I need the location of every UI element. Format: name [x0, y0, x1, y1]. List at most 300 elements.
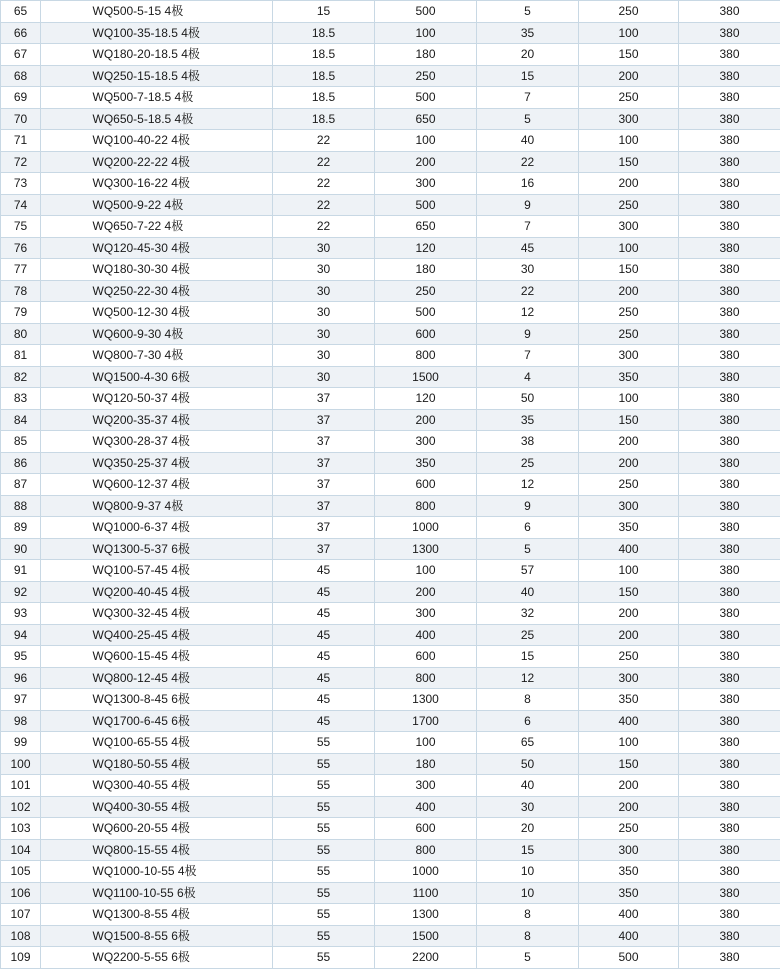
cell-value: 200 [579, 775, 679, 797]
model-text: WQ100-40-22 4极 [93, 130, 221, 150]
cell-value: 4 [477, 366, 579, 388]
cell-index: 91 [1, 560, 41, 582]
cell-value: 380 [679, 925, 780, 947]
cell-value: 500 [375, 1, 477, 23]
table-row [1, 323, 780, 345]
cell-value: 40 [477, 775, 579, 797]
cell-value: 45 [273, 603, 375, 625]
cell-value: 8 [477, 925, 579, 947]
cell-value: 15 [273, 1, 375, 23]
cell-value: 22 [273, 173, 375, 195]
cell-value: 100 [579, 130, 679, 152]
model-text: WQ400-30-55 4极 [93, 797, 221, 817]
table-row [1, 667, 780, 689]
cell-value: 150 [579, 409, 679, 431]
cell-value: 380 [679, 624, 780, 646]
cell-value: 380 [679, 861, 780, 883]
cell-value: 22 [477, 151, 579, 173]
cell-value: 45 [273, 646, 375, 668]
cell-value: 37 [273, 495, 375, 517]
cell-value: 380 [679, 44, 780, 66]
table-row [1, 495, 780, 517]
model-text: WQ1700-6-45 6极 [93, 711, 221, 731]
cell-value: 40 [477, 581, 579, 603]
cell-model [41, 882, 273, 904]
cell-value: 380 [679, 667, 780, 689]
cell-value: 380 [679, 818, 780, 840]
cell-value: 300 [579, 667, 679, 689]
model-text: WQ800-15-55 4极 [93, 840, 221, 860]
cell-value: 500 [375, 194, 477, 216]
cell-value: 300 [579, 345, 679, 367]
cell-value: 380 [679, 710, 780, 732]
cell-value: 300 [579, 216, 679, 238]
cell-value: 55 [273, 904, 375, 926]
model-text: WQ300-40-55 4极 [93, 775, 221, 795]
cell-index: 69 [1, 87, 41, 109]
cell-value: 1000 [375, 861, 477, 883]
cell-model [41, 538, 273, 560]
cell-value: 350 [579, 861, 679, 883]
cell-value: 300 [375, 173, 477, 195]
cell-index: 101 [1, 775, 41, 797]
cell-index: 84 [1, 409, 41, 431]
cell-value: 8 [477, 689, 579, 711]
cell-value: 380 [679, 947, 780, 969]
cell-index: 100 [1, 753, 41, 775]
table-row [1, 710, 780, 732]
cell-model [41, 646, 273, 668]
cell-model [41, 710, 273, 732]
table-row [1, 130, 780, 152]
cell-value: 37 [273, 388, 375, 410]
cell-value: 650 [375, 108, 477, 130]
cell-index: 77 [1, 259, 41, 281]
cell-model [41, 732, 273, 754]
cell-index: 103 [1, 818, 41, 840]
cell-model [41, 818, 273, 840]
model-text: WQ600-20-55 4极 [93, 818, 221, 838]
cell-value: 55 [273, 818, 375, 840]
model-text: WQ180-30-30 4极 [93, 259, 221, 279]
cell-value: 55 [273, 839, 375, 861]
cell-index: 106 [1, 882, 41, 904]
cell-index: 96 [1, 667, 41, 689]
cell-value: 380 [679, 431, 780, 453]
cell-value: 400 [579, 710, 679, 732]
cell-index: 89 [1, 517, 41, 539]
model-text: WQ1300-8-45 6极 [93, 689, 221, 709]
cell-model [41, 603, 273, 625]
cell-value: 380 [679, 345, 780, 367]
cell-value: 300 [375, 775, 477, 797]
table-row [1, 259, 780, 281]
cell-value: 400 [579, 538, 679, 560]
cell-index: 67 [1, 44, 41, 66]
cell-model [41, 216, 273, 238]
cell-value: 600 [375, 323, 477, 345]
model-text: WQ200-35-37 4极 [93, 410, 221, 430]
cell-value: 45 [273, 667, 375, 689]
cell-value: 380 [679, 302, 780, 324]
table-row [1, 904, 780, 926]
cell-value: 15 [477, 65, 579, 87]
cell-value: 57 [477, 560, 579, 582]
table-row [1, 22, 780, 44]
cell-index: 94 [1, 624, 41, 646]
cell-model [41, 194, 273, 216]
model-text: WQ800-12-45 4极 [93, 668, 221, 688]
cell-model [41, 173, 273, 195]
cell-value: 55 [273, 861, 375, 883]
table-row [1, 796, 780, 818]
model-text: WQ1000-10-55 4极 [93, 861, 221, 881]
cell-value: 22 [273, 130, 375, 152]
cell-value: 45 [273, 560, 375, 582]
table-row [1, 87, 780, 109]
cell-value: 400 [579, 904, 679, 926]
cell-model [41, 796, 273, 818]
cell-value: 650 [375, 216, 477, 238]
cell-value: 6 [477, 710, 579, 732]
model-text: WQ500-5-15 4极 [93, 1, 221, 21]
cell-model [41, 581, 273, 603]
model-text: WQ300-32-45 4极 [93, 603, 221, 623]
cell-value: 5 [477, 947, 579, 969]
cell-model [41, 775, 273, 797]
table-row [1, 581, 780, 603]
cell-value: 30 [273, 280, 375, 302]
model-text: WQ800-7-30 4极 [93, 345, 221, 365]
model-text: WQ120-50-37 4极 [93, 388, 221, 408]
cell-value: 30 [477, 259, 579, 281]
cell-value: 380 [679, 151, 780, 173]
cell-value: 380 [679, 366, 780, 388]
cell-model [41, 65, 273, 87]
model-text: WQ250-22-30 4极 [93, 281, 221, 301]
model-text: WQ500-12-30 4极 [93, 302, 221, 322]
cell-value: 1300 [375, 904, 477, 926]
cell-value: 1300 [375, 538, 477, 560]
cell-value: 150 [579, 151, 679, 173]
cell-value: 5 [477, 108, 579, 130]
cell-value: 380 [679, 732, 780, 754]
cell-index: 107 [1, 904, 41, 926]
model-text: WQ100-35-18.5 4极 [93, 23, 221, 43]
cell-value: 600 [375, 474, 477, 496]
cell-value: 37 [273, 474, 375, 496]
cell-value: 250 [375, 280, 477, 302]
cell-model [41, 452, 273, 474]
model-text: WQ650-5-18.5 4极 [93, 109, 221, 129]
cell-value: 8 [477, 904, 579, 926]
cell-value: 37 [273, 431, 375, 453]
cell-value: 380 [679, 517, 780, 539]
cell-value: 30 [273, 302, 375, 324]
table-row [1, 409, 780, 431]
cell-value: 37 [273, 517, 375, 539]
model-text: WQ1500-4-30 6极 [93, 367, 221, 387]
cell-value: 7 [477, 345, 579, 367]
model-text: WQ650-7-22 4极 [93, 216, 221, 236]
table-row [1, 44, 780, 66]
cell-index: 80 [1, 323, 41, 345]
cell-model [41, 861, 273, 883]
table-row [1, 646, 780, 668]
cell-value: 380 [679, 388, 780, 410]
cell-value: 380 [679, 1, 780, 23]
cell-value: 400 [375, 796, 477, 818]
cell-value: 380 [679, 280, 780, 302]
model-text: WQ1300-8-55 4极 [93, 904, 221, 924]
cell-value: 380 [679, 839, 780, 861]
cell-index: 65 [1, 1, 41, 23]
cell-value: 150 [579, 581, 679, 603]
cell-value: 12 [477, 302, 579, 324]
cell-model [41, 366, 273, 388]
cell-value: 100 [375, 130, 477, 152]
model-text: WQ200-22-22 4极 [93, 152, 221, 172]
cell-model [41, 474, 273, 496]
cell-model [41, 130, 273, 152]
cell-value: 1500 [375, 366, 477, 388]
cell-value: 380 [679, 22, 780, 44]
table-body [1, 1, 780, 969]
cell-model [41, 388, 273, 410]
cell-model [41, 925, 273, 947]
cell-index: 78 [1, 280, 41, 302]
cell-value: 380 [679, 796, 780, 818]
cell-value: 800 [375, 345, 477, 367]
cell-value: 600 [375, 818, 477, 840]
cell-value: 20 [477, 818, 579, 840]
cell-value: 10 [477, 861, 579, 883]
cell-value: 5 [477, 1, 579, 23]
cell-model [41, 44, 273, 66]
cell-value: 38 [477, 431, 579, 453]
model-text: WQ600-9-30 4极 [93, 324, 221, 344]
cell-value: 65 [477, 732, 579, 754]
model-text: WQ100-57-45 4极 [93, 560, 221, 580]
cell-index: 93 [1, 603, 41, 625]
cell-value: 200 [579, 603, 679, 625]
table-row [1, 861, 780, 883]
model-text: WQ500-9-22 4极 [93, 195, 221, 215]
cell-index: 72 [1, 151, 41, 173]
table-row [1, 345, 780, 367]
cell-value: 250 [579, 1, 679, 23]
table-row [1, 560, 780, 582]
cell-value: 380 [679, 323, 780, 345]
cell-model [41, 345, 273, 367]
cell-value: 500 [375, 87, 477, 109]
cell-value: 380 [679, 646, 780, 668]
model-text: WQ800-9-37 4极 [93, 496, 221, 516]
cell-value: 18.5 [273, 108, 375, 130]
cell-value: 55 [273, 753, 375, 775]
cell-value: 30 [273, 323, 375, 345]
cell-value: 10 [477, 882, 579, 904]
model-text: WQ1300-5-37 6极 [93, 539, 221, 559]
cell-value: 380 [679, 216, 780, 238]
cell-value: 50 [477, 753, 579, 775]
table-row [1, 818, 780, 840]
cell-model [41, 1, 273, 23]
cell-index: 104 [1, 839, 41, 861]
cell-value: 55 [273, 732, 375, 754]
model-text: WQ200-40-45 4极 [93, 582, 221, 602]
table-row [1, 947, 780, 969]
cell-value: 250 [579, 302, 679, 324]
cell-value: 50 [477, 388, 579, 410]
cell-index: 83 [1, 388, 41, 410]
cell-value: 380 [679, 560, 780, 582]
cell-index: 105 [1, 861, 41, 883]
cell-value: 5 [477, 538, 579, 560]
cell-model [41, 409, 273, 431]
cell-value: 30 [273, 237, 375, 259]
cell-value: 15 [477, 646, 579, 668]
cell-value: 250 [579, 194, 679, 216]
cell-value: 300 [375, 603, 477, 625]
cell-value: 300 [579, 495, 679, 517]
model-text: WQ1500-8-55 6极 [93, 926, 221, 946]
cell-value: 100 [579, 732, 679, 754]
cell-value: 380 [679, 495, 780, 517]
cell-model [41, 517, 273, 539]
table-row [1, 280, 780, 302]
cell-model [41, 108, 273, 130]
cell-value: 250 [579, 818, 679, 840]
table-row [1, 388, 780, 410]
table-row [1, 624, 780, 646]
cell-value: 7 [477, 216, 579, 238]
model-text: WQ350-25-37 4极 [93, 453, 221, 473]
cell-value: 200 [579, 624, 679, 646]
cell-value: 380 [679, 259, 780, 281]
cell-index: 97 [1, 689, 41, 711]
cell-value: 25 [477, 624, 579, 646]
cell-value: 250 [579, 646, 679, 668]
cell-value: 100 [375, 560, 477, 582]
cell-value: 380 [679, 194, 780, 216]
cell-value: 380 [679, 603, 780, 625]
cell-value: 45 [477, 237, 579, 259]
cell-value: 380 [679, 904, 780, 926]
cell-value: 380 [679, 65, 780, 87]
model-text: WQ250-15-18.5 4极 [93, 66, 221, 86]
cell-value: 200 [579, 452, 679, 474]
cell-value: 55 [273, 775, 375, 797]
cell-index: 90 [1, 538, 41, 560]
model-text: WQ1000-6-37 4极 [93, 517, 221, 537]
cell-value: 200 [375, 151, 477, 173]
cell-value: 200 [375, 409, 477, 431]
cell-value: 300 [375, 431, 477, 453]
cell-value: 1500 [375, 925, 477, 947]
cell-value: 380 [679, 108, 780, 130]
cell-model [41, 495, 273, 517]
table-row [1, 689, 780, 711]
cell-value: 22 [273, 194, 375, 216]
cell-index: 75 [1, 216, 41, 238]
cell-value: 500 [375, 302, 477, 324]
cell-value: 35 [477, 22, 579, 44]
table-row [1, 151, 780, 173]
model-text: WQ500-7-18.5 4极 [93, 87, 221, 107]
cell-model [41, 280, 273, 302]
cell-value: 200 [579, 280, 679, 302]
cell-model [41, 667, 273, 689]
cell-value: 6 [477, 517, 579, 539]
cell-index: 88 [1, 495, 41, 517]
cell-value: 500 [579, 947, 679, 969]
cell-value: 800 [375, 667, 477, 689]
cell-value: 20 [477, 44, 579, 66]
cell-value: 22 [273, 151, 375, 173]
cell-model [41, 151, 273, 173]
cell-value: 12 [477, 474, 579, 496]
cell-model [41, 947, 273, 969]
cell-value: 600 [375, 646, 477, 668]
table-row [1, 173, 780, 195]
cell-index: 79 [1, 302, 41, 324]
cell-value: 30 [273, 366, 375, 388]
cell-index: 68 [1, 65, 41, 87]
cell-value: 380 [679, 753, 780, 775]
table-row [1, 775, 780, 797]
cell-model [41, 689, 273, 711]
table-row [1, 474, 780, 496]
cell-value: 250 [579, 87, 679, 109]
cell-model [41, 904, 273, 926]
cell-index: 81 [1, 345, 41, 367]
cell-value: 180 [375, 44, 477, 66]
cell-value: 200 [579, 173, 679, 195]
cell-index: 92 [1, 581, 41, 603]
cell-value: 380 [679, 775, 780, 797]
cell-index: 86 [1, 452, 41, 474]
cell-model [41, 323, 273, 345]
table-row [1, 753, 780, 775]
table-row [1, 366, 780, 388]
cell-value: 100 [579, 560, 679, 582]
cell-value: 100 [375, 22, 477, 44]
table-row [1, 194, 780, 216]
cell-value: 55 [273, 925, 375, 947]
cell-value: 9 [477, 495, 579, 517]
table-row [1, 216, 780, 238]
table-row [1, 302, 780, 324]
cell-value: 35 [477, 409, 579, 431]
cell-model [41, 87, 273, 109]
cell-value: 350 [375, 452, 477, 474]
cell-value: 800 [375, 839, 477, 861]
model-text: WQ600-12-37 4极 [93, 474, 221, 494]
cell-value: 37 [273, 452, 375, 474]
cell-value: 300 [579, 108, 679, 130]
model-text: WQ2200-5-55 6极 [93, 947, 221, 967]
cell-model [41, 560, 273, 582]
cell-model [41, 839, 273, 861]
cell-model [41, 431, 273, 453]
table-row [1, 65, 780, 87]
cell-value: 55 [273, 796, 375, 818]
cell-value: 380 [679, 538, 780, 560]
cell-value: 30 [477, 796, 579, 818]
cell-value: 380 [679, 173, 780, 195]
cell-value: 30 [273, 345, 375, 367]
